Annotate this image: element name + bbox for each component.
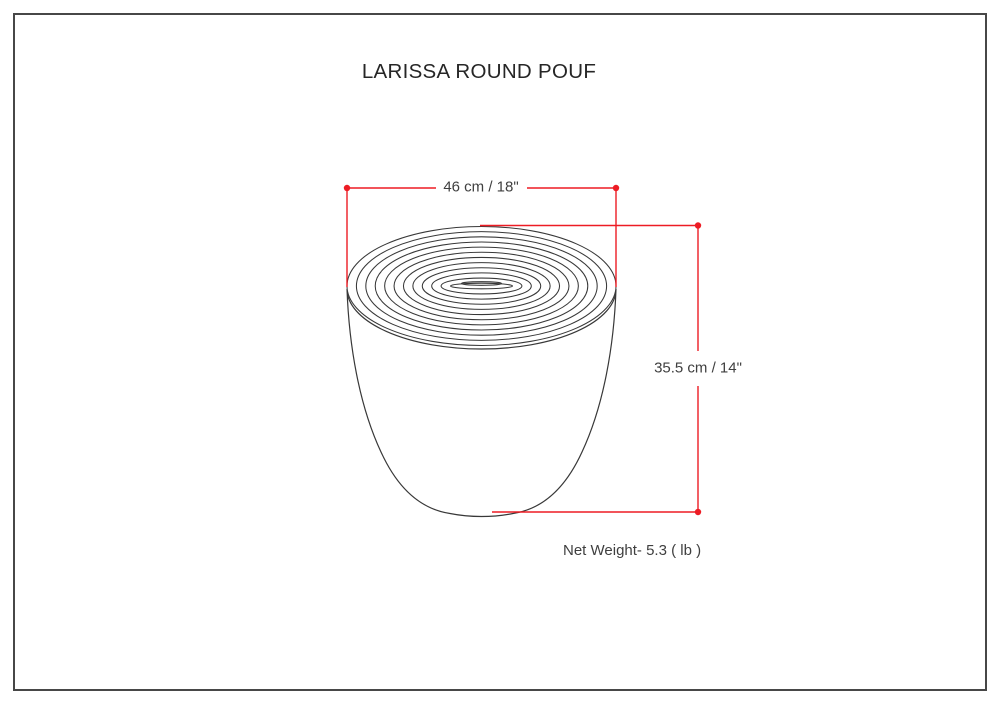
dimension-endpoint-dot bbox=[613, 185, 619, 191]
height-dimension-label: 35.5 cm / 14" bbox=[651, 360, 745, 377]
pouf-top-coil bbox=[347, 227, 616, 346]
page-title: LARISSA ROUND POUF bbox=[361, 60, 597, 83]
net-weight-label: Net Weight- 5.3 ( lb ) bbox=[563, 542, 702, 559]
width-dimension-label: 46 cm / 18" bbox=[440, 179, 521, 196]
dimension-endpoint-dot bbox=[695, 509, 701, 515]
dimension-endpoint-dot bbox=[344, 185, 350, 191]
dimension-endpoint-dot bbox=[695, 222, 701, 228]
